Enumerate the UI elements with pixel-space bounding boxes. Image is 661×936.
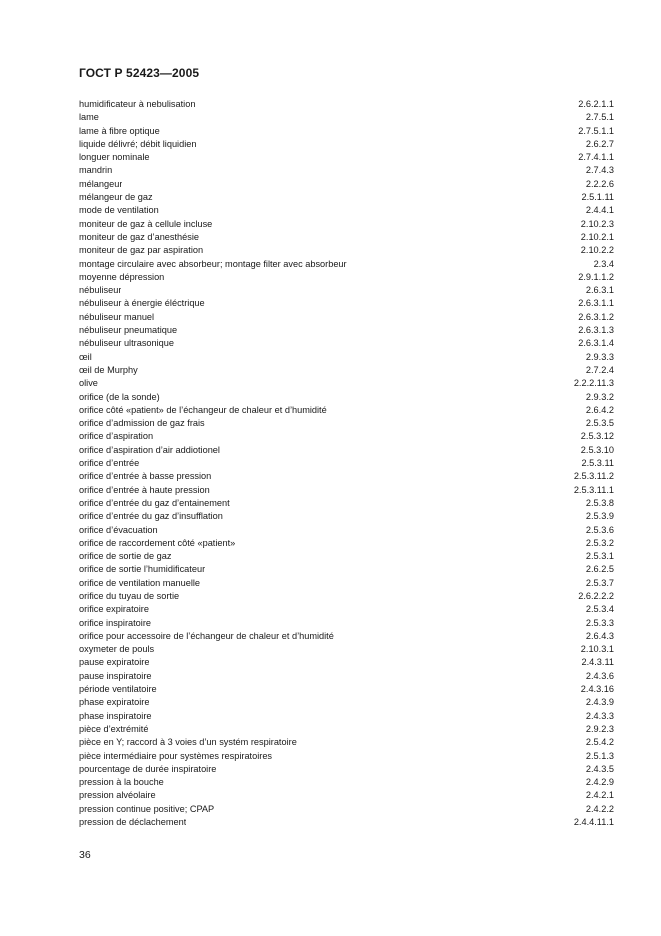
index-entry	[79, 510, 614, 523]
index-term: pause inspiratoire	[79, 670, 152, 681]
index-reference: 2.7.5.1.1	[578, 125, 614, 136]
index-term: orifice d’aspiration	[79, 431, 154, 442]
index-entry	[79, 111, 614, 124]
index-reference: 2.6.3.1	[585, 285, 614, 296]
index-entry	[79, 524, 614, 537]
index-term: longuer nominale	[79, 152, 150, 163]
index-reference: 2.6.2.5	[585, 564, 614, 575]
index-reference: 2.9.1.1.2	[578, 271, 614, 282]
index-entry	[79, 696, 614, 709]
index-term: orifice de sortie de gaz	[79, 551, 172, 562]
document-header: ГОСТ Р 52423—2005	[79, 66, 200, 80]
index-entry	[79, 364, 614, 377]
index-reference: 2.5.3.2	[585, 537, 614, 548]
index-term: orifice du tuyau de sortie	[79, 590, 180, 601]
index-reference: 2.7.5.1	[585, 112, 614, 123]
index-entry	[79, 311, 614, 324]
index-reference: 2.3.4	[593, 258, 614, 269]
index-entry	[79, 750, 614, 763]
index-entry	[79, 736, 614, 749]
index-term: moniteur de gaz d’anesthésie	[79, 231, 200, 242]
index-entry	[79, 377, 614, 390]
index-reference: 2.5.3.5	[585, 418, 614, 429]
index-term: nébuliseur	[79, 285, 122, 296]
index-term: nébuliseur pneumatique	[79, 325, 178, 336]
index-entry	[79, 563, 614, 576]
index-term: pourcentage de durée inspiratoire	[79, 763, 217, 774]
index-entry	[79, 404, 614, 417]
index-term: orifice d’entrée	[79, 458, 140, 469]
index-reference: 2.2.2.11.3	[573, 378, 614, 389]
index-reference: 2.10.2.1	[580, 231, 614, 242]
index-reference: 2.4.2.1	[585, 790, 614, 801]
index-entry	[79, 337, 614, 350]
index-term: pièce en Y; raccord à 3 voies d’un systém respiratoire	[79, 737, 297, 748]
index-reference: 2.5.3.4	[585, 604, 614, 615]
index-term: orifice d’aspiration d’air addiotionel	[79, 444, 220, 455]
index-reference: 2.5.1.3	[585, 750, 614, 761]
index-reference: 2.4.4.1	[585, 205, 614, 216]
index-reference: 2.5.3.8	[585, 497, 614, 508]
index-term: montage circulaire avec absorbeur; montage filter avec absorbeur	[79, 258, 347, 269]
index-entry	[79, 98, 614, 111]
index-reference: 2.6.2.7	[585, 138, 614, 149]
index-term: lame à fibre optique	[79, 125, 160, 136]
index-term: moniteur de gaz à cellule incluse	[79, 218, 213, 229]
index-term: orifice d’entrée du gaz d’entainement	[79, 497, 230, 508]
index-reference: 2.6.3.1.1	[578, 298, 614, 309]
index-reference: 2.5.3.11.1	[573, 484, 614, 495]
index-entry	[79, 324, 614, 337]
index-reference: 2.5.3.12	[580, 431, 614, 442]
index-term: humidificateur à nebulisation	[79, 99, 196, 109]
index-entry	[79, 789, 614, 802]
index-reference: 2.4.3.5	[585, 763, 614, 774]
index-entry	[79, 723, 614, 736]
index-reference: 2.4.2.2	[585, 803, 614, 814]
index-entry	[79, 670, 614, 683]
index-reference: 2.4.4.11.1	[573, 817, 614, 828]
index-entry	[79, 297, 614, 310]
index-entry	[79, 178, 614, 191]
index-reference: 2.9.2.3	[585, 723, 614, 734]
index-reference: 2.6.2.2.2	[578, 590, 614, 601]
index-term: nébuliseur à énergie éléctrique	[79, 298, 205, 309]
index-entry	[79, 577, 614, 590]
index-entry	[79, 816, 614, 829]
index-term: œil	[79, 351, 92, 362]
index-term: mélangeur	[79, 178, 123, 189]
index-reference: 2.10.2.3	[580, 218, 614, 229]
index-reference: 2.4.3.11	[581, 657, 614, 668]
index-entry	[79, 603, 614, 616]
index-reference: 2.5.4.2	[585, 737, 614, 748]
index-term: oxymeter de pouls	[79, 644, 155, 655]
index-reference: 2.5.3.6	[585, 524, 614, 535]
index-term: orifice (de la sonde)	[79, 391, 160, 402]
index-entry	[79, 643, 614, 656]
index-term: orifice de ventilation manuelle	[79, 577, 201, 588]
index-entry	[79, 218, 614, 231]
index-entry	[79, 231, 614, 244]
index-entry	[79, 391, 614, 404]
index-reference: 2.4.3.6	[585, 670, 614, 681]
index-entry	[79, 763, 614, 776]
index-term: phase expiratoire	[79, 697, 150, 708]
index-entry	[79, 151, 614, 164]
index-reference: 2.6.4.2	[585, 404, 614, 415]
index-entry	[79, 550, 614, 563]
index-entry	[79, 590, 614, 603]
index-term: pression alvéolaire	[79, 790, 156, 801]
index-entry	[79, 710, 614, 723]
index-entry	[79, 537, 614, 550]
index-reference: 2.2.2.6	[585, 178, 614, 189]
index-term: nébuliseur ultrasonique	[79, 338, 175, 349]
index-reference: 2.5.3.10	[580, 444, 614, 455]
index-term: orifice d’admission de gaz frais	[79, 418, 205, 429]
index-entry	[79, 683, 614, 696]
index-reference: 2.5.3.11.2	[573, 471, 614, 482]
index-term: pièce d’extrémité	[79, 723, 149, 734]
index-term: moyenne dépression	[79, 271, 165, 282]
index-term: pression de déclachement	[79, 817, 187, 828]
index-reference: 2.4.2.9	[585, 777, 614, 788]
index-entry	[79, 244, 614, 257]
index-reference: 2.6.3.1.3	[578, 325, 614, 336]
alphabetical-index	[79, 98, 614, 829]
index-reference: 2.5.3.3	[585, 617, 614, 628]
index-term: orifice d’entrée à basse pression	[79, 471, 212, 482]
index-entry	[79, 417, 614, 430]
index-entry	[79, 204, 614, 217]
index-reference: 2.7.2.4	[585, 364, 614, 375]
index-reference: 2.6.3.1.4	[578, 338, 614, 349]
index-term: pression continue positive; CPAP	[79, 803, 215, 814]
index-entry	[79, 351, 614, 364]
index-term: orifice d’entrée à haute pression	[79, 484, 210, 495]
index-reference: 2.7.4.3	[585, 165, 614, 176]
index-term: orifice de sortie l’humidificateur	[79, 564, 206, 575]
index-reference: 2.9.3.3	[585, 351, 614, 362]
index-term: orifice inspiratoire	[79, 617, 151, 628]
index-reference: 2.6.4.3	[585, 630, 614, 641]
index-term: phase inspiratoire	[79, 710, 152, 721]
index-term: pression à la bouche	[79, 777, 164, 788]
index-term: nébuliseur manuel	[79, 311, 155, 322]
index-term: mélangeur de gaz	[79, 192, 153, 203]
index-term: orifice côté «patient» de l’échangeur de chaleur et d’humidité	[79, 404, 327, 415]
index-reference: 2.5.1.11	[581, 192, 614, 203]
index-reference: 2.10.2.2	[580, 245, 614, 256]
index-entry	[79, 125, 614, 138]
page-number: 36	[79, 849, 91, 861]
index-reference: 2.5.3.1	[585, 551, 614, 562]
index-term: pause expiratoire	[79, 657, 150, 668]
index-reference: 2.7.4.1.1	[578, 152, 614, 163]
index-term: olive	[79, 378, 98, 389]
index-reference: 2.4.3.3	[585, 710, 614, 721]
index-reference: 2.9.3.2	[585, 391, 614, 402]
index-entry	[79, 776, 614, 789]
index-reference: 2.4.3.16	[580, 684, 614, 695]
index-entry	[79, 430, 614, 443]
index-term: orifice expiratoire	[79, 604, 149, 615]
index-reference: 2.5.3.11	[581, 458, 614, 469]
index-reference: 2.4.3.9	[585, 697, 614, 708]
index-reference: 2.6.2.1.1	[578, 99, 614, 109]
index-term: mandrin	[79, 165, 113, 176]
index-term: œil de Murphy	[79, 364, 138, 375]
index-entry	[79, 258, 614, 271]
index-entry	[79, 656, 614, 669]
index-entry	[79, 470, 614, 483]
index-entry	[79, 191, 614, 204]
index-entry	[79, 457, 614, 470]
index-term: liquide délivré; débit liquidien	[79, 138, 197, 149]
index-entry	[79, 497, 614, 510]
index-entry	[79, 164, 614, 177]
index-reference: 2.10.3.1	[580, 644, 614, 655]
index-entry	[79, 484, 614, 497]
index-term: pièce intermédiaire pour systèmes respiratoires	[79, 750, 273, 761]
index-term: mode de ventilation	[79, 205, 159, 216]
index-entry	[79, 138, 614, 151]
index-term: lame	[79, 112, 99, 123]
index-entry	[79, 271, 614, 284]
index-term: orifice de raccordement côté «patient»	[79, 537, 236, 548]
index-entry	[79, 617, 614, 630]
index-reference: 2.5.3.7	[585, 577, 614, 588]
index-entry	[79, 803, 614, 816]
index-reference: 2.6.3.1.2	[578, 311, 614, 322]
index-reference: 2.5.3.9	[585, 511, 614, 522]
index-term: orifice d’entrée du gaz d’insufflation	[79, 511, 223, 522]
index-term: période ventilatoire	[79, 684, 157, 695]
index-entry	[79, 444, 614, 457]
index-entry	[79, 284, 614, 297]
index-term: orifice d’évacuation	[79, 524, 158, 535]
index-term: orifice pour accessoire de l’échangeur de chaleur et d’humidité	[79, 630, 334, 641]
index-entry	[79, 630, 614, 643]
index-term: moniteur de gaz par aspiration	[79, 245, 204, 256]
